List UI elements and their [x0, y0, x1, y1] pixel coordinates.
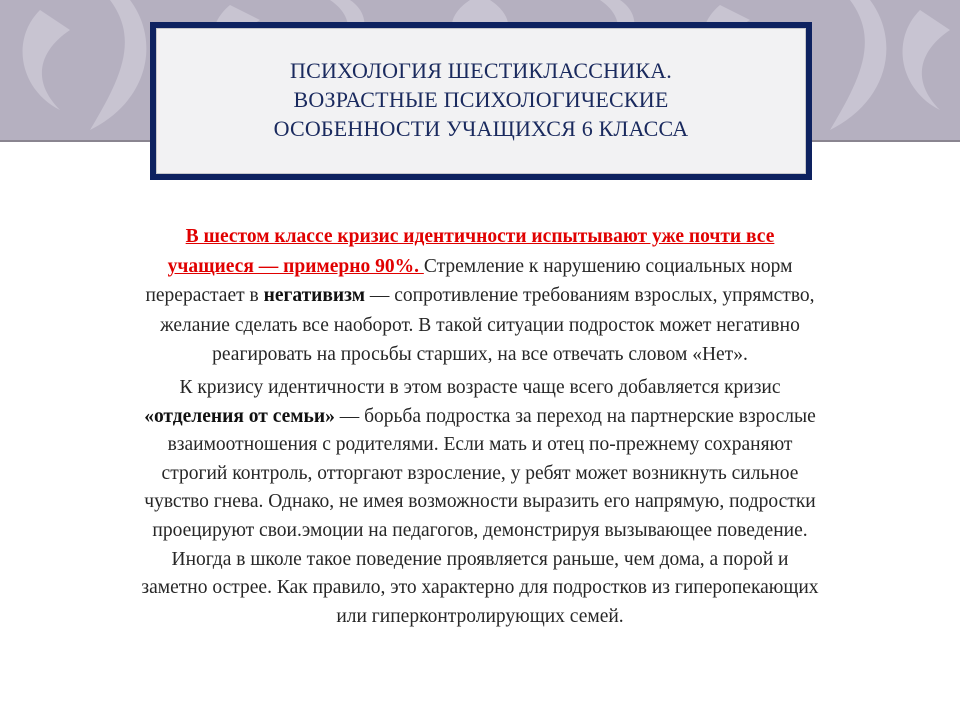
paragraph-text: — сопротивление требованиям взрослых, упрямство, желание сделать все наоборот. В такой ситуации подросток может негативно реагировать на просьбы старших, на все отвечать словом «Нет».: [160, 285, 815, 365]
title-box: [150, 22, 812, 180]
paragraph-text: Стремление к нарушению социальных норм перерастает в: [145, 255, 793, 306]
slide-title: ПСИХОЛОГИЯ ШЕСТИКЛАССНИКА. ВОЗРАСТНЫЕ ПСИХОЛОГИЧЕСКИЕ ОСОБЕННОСТИ УЧАЩИХСЯ 6 КЛАССА: [273, 58, 689, 141]
highlight-text: В шестом классе кризис идентичности испытывают уже почти все учащиеся — примерно 90%.: [167, 226, 775, 277]
paragraph-text: — борьба подростка за переход на партнерские взрослые взаимоотношения с родителями. Если мать и отец по-прежнему сохраняют строгий контроль, отторгают взросление, у ребят может возникнуть сильное чувство гнева. Однако, не имея возможности выразить его напрямую, подростки проецируют свои.эмоции на педагогов, демонстрируя вызывающее поведение. Иногда в школе такое поведение проявляется раньше, чем дома, а порой и заметно острее. Как правило, это характерно для подростков из гиперопекающих или гиперконтролирующих семей.: [141, 405, 819, 627]
paragraph-2: [50, 374, 910, 631]
paragraph-1: [50, 222, 910, 370]
bold-term: негативизм: [263, 285, 365, 306]
bold-term: «отделения от семьи»: [144, 405, 335, 427]
paragraph-text: К кризису идентичности в этом возрасте чаще всего добавляется кризис: [179, 377, 781, 398]
